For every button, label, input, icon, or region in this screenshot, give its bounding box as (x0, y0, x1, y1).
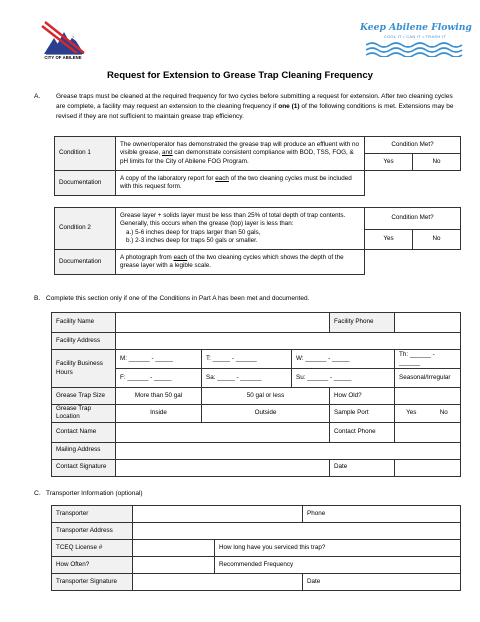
facility-phone-field[interactable] (395, 313, 461, 333)
business-hours-label: Facility Business Hours (52, 350, 116, 388)
hours-sunday-field[interactable]: Su: ______ - _____ (292, 369, 395, 388)
condition-1-label: Condition 1 (55, 137, 116, 171)
transporter-phone-cell[interactable] (303, 506, 461, 523)
hours-monday-field[interactable]: M: ______ - _____ (116, 350, 202, 369)
contact-signature-field[interactable] (116, 459, 330, 476)
sample-port-yes[interactable]: Yes (406, 409, 417, 417)
c2-text: Grease layer + solids layer must be less than 25% of total depth of trap contents. Generally, this occurs when the grease (top) layer is less than: (120, 211, 346, 228)
condition-2-met-label: Condition Met? (365, 208, 461, 230)
sample-port-options[interactable] (395, 405, 461, 423)
how-often-field[interactable] (133, 557, 215, 574)
how-long-cell[interactable] (215, 540, 461, 557)
city-logo-caption: CITY OF ABILENE (44, 55, 82, 60)
mailing-address-field[interactable] (116, 442, 461, 459)
c2-doc-a: A photograph from (120, 253, 174, 261)
condition-1-doc-empty (365, 171, 461, 196)
hours-seasonal-option[interactable]: Seasonal/Irregular (395, 369, 461, 388)
contact-date-label: Date (330, 459, 395, 476)
facility-name-label: Facility Name (52, 313, 116, 333)
contact-name-label: Contact Name (52, 422, 116, 442)
location-outside-option[interactable]: Outside (202, 405, 330, 423)
intro-text: Grease traps must be cleaned at the required frequency for two cycles before submitting a request for extension. After two cleaning cycles are complete, a facility may request an extension to the cleaning frequency if (56, 93, 453, 110)
contact-phone-label: Contact Phone (330, 422, 395, 442)
sample-port-no[interactable]: No (439, 409, 448, 417)
section-c-letter: C. (34, 490, 41, 497)
trap-size-more-option[interactable]: More than 50 gal (116, 388, 202, 405)
c1-text-b: can demonstrate consistent compliance with BOD, TSS, FOG, & pH limits for the City of Abilene FOG Program. (120, 149, 354, 165)
condition-1-doc-text (116, 171, 365, 196)
section-c-intro: Transporter Information (optional) (46, 490, 143, 497)
how-old-label: How Old? (330, 388, 395, 405)
condition-2-doc-text (116, 250, 365, 275)
facility-name-field[interactable] (116, 313, 330, 333)
facility-phone-label: Facility Phone (330, 313, 395, 333)
hours-saturday-field[interactable]: Sa: _____ - ______ (202, 369, 292, 388)
facility-address-label: Facility Address (52, 333, 116, 350)
condition-1-table (54, 136, 461, 196)
c1-text-a: The owner/operator has demonstrated the grease trap will produce an effluent with no visible grease, (120, 141, 359, 157)
contact-phone-field[interactable] (395, 422, 461, 442)
keep-abilene-flowing-logo (360, 22, 470, 62)
c1-doc-underlined: each (215, 174, 229, 182)
c2-item-a: a.) 5-6 inches deep for traps larger than 50 gals, (126, 228, 261, 236)
transporter-label: Transporter (52, 506, 133, 523)
recommended-frequency-label: Recommended Frequency (219, 560, 294, 568)
section-a-intro (56, 92, 462, 122)
hours-friday-field[interactable]: F: ______ - _____ (116, 369, 202, 388)
transporter-signature-label: Transporter Signature (52, 574, 133, 591)
contact-date-field[interactable] (395, 459, 461, 476)
sample-port-label: Sample Port (330, 405, 395, 423)
contact-signature-label: Contact Signature (52, 459, 116, 476)
c2-doc-b: of the two cleaning cycles which shows the depth of the grease layer with a legible scale. (120, 253, 344, 269)
location-inside-option[interactable]: Inside (116, 405, 202, 423)
section-b-letter: B. (34, 295, 41, 302)
transporter-signature-field[interactable] (133, 574, 303, 591)
c1-doc-a: A copy of the laboratory report for (120, 174, 216, 182)
hours-wednesday-field[interactable]: W: ______ - _____ (292, 350, 395, 369)
hours-tuesday-field[interactable]: T: _____ - ______ (202, 350, 292, 369)
transporter-field[interactable] (133, 506, 303, 523)
condition-2-yes[interactable]: Yes (365, 230, 413, 250)
trap-size-label: Grease Trap Size (52, 388, 116, 405)
transporter-date-label: Date (307, 577, 321, 585)
facility-address-field[interactable] (116, 333, 461, 350)
condition-2-no[interactable]: No (413, 230, 461, 250)
c2-doc-underlined: each (173, 253, 188, 261)
how-often-label: How Often? (52, 557, 133, 574)
city-of-abilene-logo-icon (40, 16, 86, 60)
water-waves-icon (366, 41, 466, 57)
transporter-phone-label: Phone (307, 509, 326, 517)
condition-1-yes[interactable]: Yes (365, 154, 413, 171)
trap-location-label: Grease Trap Location (52, 405, 116, 423)
condition-2-text (116, 208, 365, 250)
contact-name-field[interactable] (116, 422, 330, 442)
intro-text-end: of the following conditions is met. Extensions may be revised if they are not sufficient to maintain grease trap efficiency. (56, 103, 454, 120)
section-a-letter: A. (34, 93, 41, 100)
condition-2-doc-label: Documentation (55, 250, 116, 275)
condition-1-met-label: Condition Met? (365, 137, 461, 154)
condition-1-doc-label: Documentation (55, 171, 116, 196)
how-long-label: How long have you serviced this trap? (219, 543, 326, 551)
condition-1-no[interactable]: No (413, 154, 461, 171)
condition-2-label: Condition 2 (55, 208, 116, 250)
condition-2-doc-empty (365, 250, 461, 275)
hours-thursday-field[interactable]: Th: ______ - ______ (395, 350, 461, 369)
transporter-table (51, 505, 461, 591)
kaf-logo-title: Keep Abilene Flowing (360, 22, 472, 33)
c1-text-underlined: and (162, 149, 173, 157)
intro-bold: one (1) (278, 103, 300, 110)
facility-table (51, 312, 461, 477)
c2-item-b: b.) 2-3 inches deep for traps 50 gals or smaller. (126, 236, 258, 244)
transporter-address-label: Transporter Address (52, 523, 133, 540)
mailing-address-label: Mailing Address (52, 442, 116, 459)
section-b-intro: Complete this section only if one of the Conditions in Part A has been met and documented. (46, 295, 310, 302)
trap-size-less-option[interactable]: 50 gal or less (202, 388, 330, 405)
recommended-frequency-cell[interactable] (215, 557, 461, 574)
transporter-date-cell[interactable] (303, 574, 461, 591)
how-old-field[interactable] (395, 388, 461, 405)
condition-1-text (116, 137, 365, 171)
kaf-logo-tagline: COOL IT • CAN IT • TRASH IT (383, 34, 447, 39)
condition-2-table (54, 207, 461, 275)
c1-doc-b: of the two cleaning cycles must be included with this request form. (120, 174, 352, 190)
form-title: Request for Extension to Grease Trap Cleaning Frequency (106, 70, 374, 81)
tceq-license-label: TCEQ License # (52, 540, 133, 557)
tceq-license-field[interactable] (133, 540, 215, 557)
transporter-address-field[interactable] (133, 523, 461, 540)
